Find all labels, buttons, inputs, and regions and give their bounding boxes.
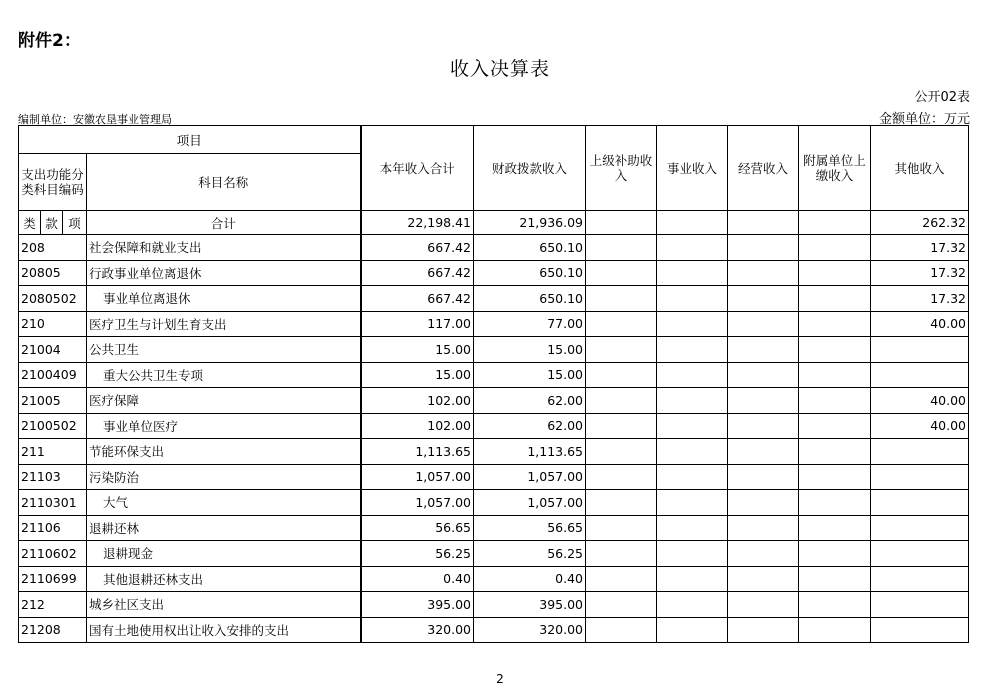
table-row (19, 439, 969, 465)
row-code: 2110699 (19, 566, 87, 592)
row-total: 395.00 (361, 592, 474, 618)
row-subsidiary (799, 235, 871, 261)
total-row-label: 合计 (87, 211, 361, 235)
header-subsidiary: 附属单位上缴收入 (799, 126, 871, 211)
total-row-other: 262.32 (871, 211, 969, 235)
row-superior (586, 617, 657, 643)
table-row (19, 413, 969, 439)
row-total: 1,057.00 (361, 464, 474, 490)
header-business: 事业收入 (657, 126, 728, 211)
row-code: 2080502 (19, 286, 87, 312)
row-subsidiary (799, 286, 871, 312)
table-row (19, 515, 969, 541)
row-name: 行政事业单位离退休 (87, 260, 361, 286)
row-total: 102.00 (361, 413, 474, 439)
row-business (657, 286, 728, 312)
row-fiscal: 650.10 (474, 260, 586, 286)
row-operating (728, 311, 799, 337)
row-total: 667.42 (361, 260, 474, 286)
row-subsidiary (799, 617, 871, 643)
row-superior (586, 260, 657, 286)
row-fiscal: 0.40 (474, 566, 586, 592)
table-row (19, 362, 969, 388)
row-other: 17.32 (871, 235, 969, 261)
row-business (657, 362, 728, 388)
row-name: 其他退耕还林支出 (87, 566, 361, 592)
total-row-operating (728, 211, 799, 235)
row-total: 0.40 (361, 566, 474, 592)
row-operating (728, 541, 799, 567)
row-operating (728, 566, 799, 592)
row-business (657, 235, 728, 261)
table-row (19, 388, 969, 414)
amount-unit: 金额单位：万元 (878, 112, 970, 127)
header-lei: 类 (19, 211, 41, 235)
row-code: 2100502 (19, 413, 87, 439)
row-operating (728, 235, 799, 261)
income-table (18, 125, 969, 643)
row-subsidiary (799, 439, 871, 465)
row-code: 2110602 (19, 541, 87, 567)
row-operating (728, 413, 799, 439)
header-total: 本年收入合计 (361, 126, 474, 211)
row-other: 17.32 (871, 260, 969, 286)
row-total: 56.65 (361, 515, 474, 541)
row-business (657, 337, 728, 363)
row-fiscal: 62.00 (474, 388, 586, 414)
row-business (657, 617, 728, 643)
row-name: 城乡社区支出 (87, 592, 361, 618)
row-total: 1,113.65 (361, 439, 474, 465)
row-name: 退耕现金 (87, 541, 361, 567)
row-fiscal: 650.10 (474, 286, 586, 312)
row-code: 21005 (19, 388, 87, 414)
row-total: 667.42 (361, 286, 474, 312)
header-other: 其他收入 (871, 126, 969, 211)
row-other: 40.00 (871, 413, 969, 439)
row-fiscal: 395.00 (474, 592, 586, 618)
form-number: 公开02表 (914, 90, 970, 105)
total-row-business (657, 211, 728, 235)
row-fiscal: 15.00 (474, 337, 586, 363)
row-business (657, 413, 728, 439)
header-xiang: 项 (63, 211, 87, 235)
row-subsidiary (799, 388, 871, 414)
row-code: 21208 (19, 617, 87, 643)
row-code: 21106 (19, 515, 87, 541)
row-name: 公共卫生 (87, 337, 361, 363)
table-row (19, 260, 969, 286)
row-name: 医疗保障 (87, 388, 361, 414)
row-name: 退耕还林 (87, 515, 361, 541)
row-subsidiary (799, 464, 871, 490)
row-name: 国有土地使用权出让收入安排的支出 (87, 617, 361, 643)
row-operating (728, 260, 799, 286)
table-row (19, 311, 969, 337)
row-operating (728, 592, 799, 618)
row-superior (586, 388, 657, 414)
row-fiscal: 650.10 (474, 235, 586, 261)
row-name: 大气 (87, 490, 361, 516)
row-business (657, 515, 728, 541)
row-superior (586, 464, 657, 490)
row-subsidiary (799, 260, 871, 286)
table-row (19, 617, 969, 643)
row-other (871, 439, 969, 465)
header-item: 项目 (19, 126, 361, 154)
row-subsidiary (799, 337, 871, 363)
row-subsidiary (799, 592, 871, 618)
row-other (871, 362, 969, 388)
row-operating (728, 617, 799, 643)
table-row (19, 337, 969, 363)
row-other: 40.00 (871, 388, 969, 414)
row-other (871, 337, 969, 363)
row-operating (728, 337, 799, 363)
row-total: 320.00 (361, 617, 474, 643)
row-superior (586, 337, 657, 363)
row-fiscal: 56.25 (474, 541, 586, 567)
total-row-superior (586, 211, 657, 235)
row-other (871, 566, 969, 592)
row-fiscal: 62.00 (474, 413, 586, 439)
row-business (657, 490, 728, 516)
header-code: 支出功能分类科目编码 (19, 154, 87, 211)
row-superior (586, 413, 657, 439)
row-other (871, 515, 969, 541)
row-superior (586, 311, 657, 337)
row-code: 208 (19, 235, 87, 261)
row-subsidiary (799, 362, 871, 388)
row-code: 21103 (19, 464, 87, 490)
row-operating (728, 464, 799, 490)
compiling-unit: 编制单位：安徽农垦事业管理局 (18, 113, 172, 126)
row-subsidiary (799, 311, 871, 337)
attachment-label: 附件2： (18, 31, 81, 51)
row-fiscal: 56.65 (474, 515, 586, 541)
row-name: 社会保障和就业支出 (87, 235, 361, 261)
row-business (657, 464, 728, 490)
table-row (19, 490, 969, 516)
row-superior (586, 286, 657, 312)
row-superior (586, 439, 657, 465)
row-operating (728, 286, 799, 312)
row-operating (728, 388, 799, 414)
row-business (657, 311, 728, 337)
row-code: 20805 (19, 260, 87, 286)
row-fiscal: 1,057.00 (474, 464, 586, 490)
header-kuan: 款 (41, 211, 63, 235)
page-number: 2 (496, 672, 504, 686)
row-superior (586, 566, 657, 592)
row-total: 56.25 (361, 541, 474, 567)
row-name: 污染防治 (87, 464, 361, 490)
row-other (871, 617, 969, 643)
row-fiscal: 77.00 (474, 311, 586, 337)
table-row (19, 235, 969, 261)
row-superior (586, 235, 657, 261)
row-name: 事业单位离退休 (87, 286, 361, 312)
row-code: 21004 (19, 337, 87, 363)
row-other: 40.00 (871, 311, 969, 337)
row-business (657, 566, 728, 592)
row-subsidiary (799, 490, 871, 516)
row-business (657, 439, 728, 465)
row-fiscal: 1,057.00 (474, 490, 586, 516)
row-other (871, 490, 969, 516)
row-operating (728, 490, 799, 516)
row-total: 117.00 (361, 311, 474, 337)
row-subsidiary (799, 566, 871, 592)
row-business (657, 541, 728, 567)
row-total: 102.00 (361, 388, 474, 414)
row-name: 重大公共卫生专项 (87, 362, 361, 388)
header-name: 科目名称 (87, 154, 361, 211)
row-name: 事业单位医疗 (87, 413, 361, 439)
row-total: 1,057.00 (361, 490, 474, 516)
row-subsidiary (799, 515, 871, 541)
header-fiscal: 财政拨款收入 (474, 126, 586, 211)
table-row (19, 541, 969, 567)
row-business (657, 592, 728, 618)
row-operating (728, 362, 799, 388)
row-business (657, 388, 728, 414)
table-row (19, 592, 969, 618)
header-operating: 经营收入 (728, 126, 799, 211)
table-row (19, 464, 969, 490)
row-name: 医疗卫生与计划生育支出 (87, 311, 361, 337)
row-total: 667.42 (361, 235, 474, 261)
row-other (871, 464, 969, 490)
row-name: 节能环保支出 (87, 439, 361, 465)
row-code: 212 (19, 592, 87, 618)
row-operating (728, 515, 799, 541)
row-fiscal: 320.00 (474, 617, 586, 643)
row-business (657, 260, 728, 286)
total-row-total: 22,198.41 (361, 211, 474, 235)
total-row-fiscal: 21,936.09 (474, 211, 586, 235)
row-other (871, 592, 969, 618)
table-row (19, 566, 969, 592)
row-code: 211 (19, 439, 87, 465)
row-other (871, 541, 969, 567)
row-code: 210 (19, 311, 87, 337)
row-superior (586, 592, 657, 618)
row-fiscal: 15.00 (474, 362, 586, 388)
row-total: 15.00 (361, 362, 474, 388)
page-title: 收入决算表 (449, 58, 550, 80)
row-subsidiary (799, 541, 871, 567)
row-superior (586, 515, 657, 541)
table-row (19, 286, 969, 312)
row-total: 15.00 (361, 337, 474, 363)
total-row-subsidiary (799, 211, 871, 235)
row-other: 17.32 (871, 286, 969, 312)
row-code: 2100409 (19, 362, 87, 388)
row-superior (586, 490, 657, 516)
row-subsidiary (799, 413, 871, 439)
header-superior: 上级补助收入 (586, 126, 657, 211)
row-operating (728, 439, 799, 465)
row-fiscal: 1,113.65 (474, 439, 586, 465)
row-superior (586, 362, 657, 388)
row-superior (586, 541, 657, 567)
row-code: 2110301 (19, 490, 87, 516)
